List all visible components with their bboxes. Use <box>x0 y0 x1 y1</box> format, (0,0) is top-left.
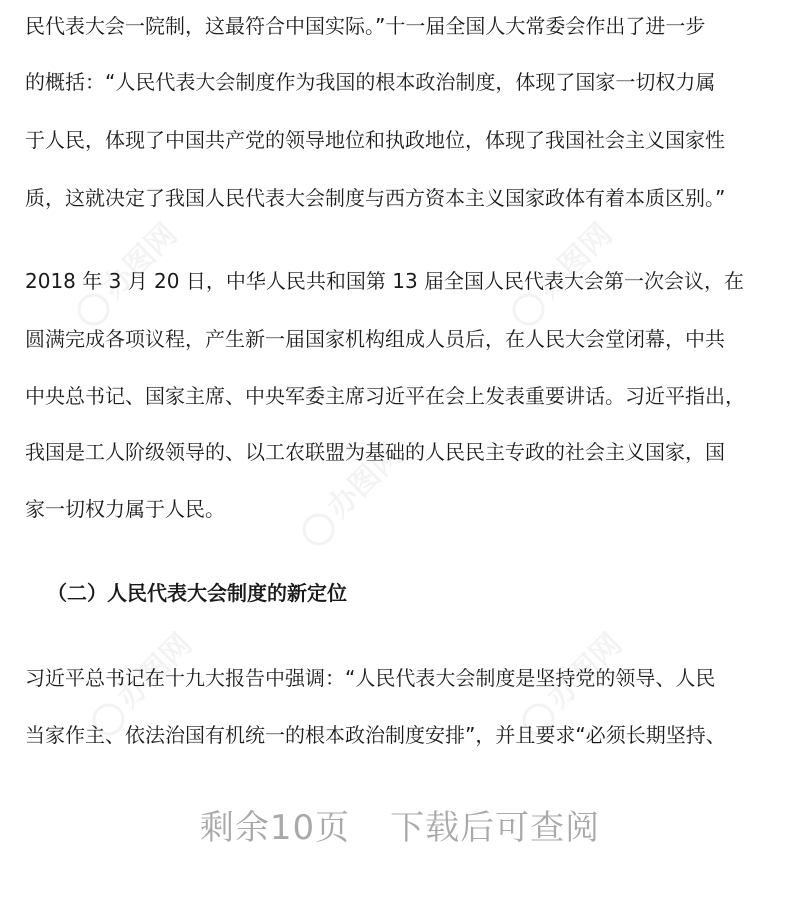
paragraph-2-line-5: 家一切权力属于人民。 <box>25 497 225 521</box>
paragraph-3-line-1: 习近平总书记在十九大报告中强调：“人民代表大会制度是坚持党的领导、人民 <box>25 666 716 690</box>
paragraph-1-line-1: 民代表大会一院制，这最符合中国实际。”十一届全国人大常委会作出了进一步 <box>25 14 706 38</box>
remaining-pages-banner[interactable] <box>0 806 800 850</box>
download-to-view-label: 下载后可查阅 <box>390 808 601 848</box>
paragraph-1-line-4: 质，这就决定了我国人民代表大会制度与西方资本主义国家政体有着本质区别。” <box>25 186 726 210</box>
paragraph-2-line-1: 2018 年 3 月 20 日，中华人民共和国第 13 届全国人民代表大会第一次会议，在 <box>25 269 745 293</box>
watermark-text: 办图网 <box>530 216 620 306</box>
watermark-text: 办图网 <box>95 216 185 306</box>
watermark-text: 办图网 <box>320 436 410 526</box>
watermark-text: 办图网 <box>540 626 630 716</box>
section-heading: （二）人民代表大会制度的新定位 <box>47 581 347 605</box>
watermark-text: 办图网 <box>110 626 200 716</box>
remaining-pages-label: 剩余10页 <box>199 808 351 848</box>
paragraph-2-line-2: 圆满完成各项议程，产生新一届国家机构组成人员后，在人民大会堂闭幕，中共 <box>25 327 725 351</box>
paragraph-1-line-2: 的概括：“人民代表大会制度作为我国的根本政治制度，体现了国家一切权力属 <box>25 70 716 94</box>
paragraph-1-line-3: 于人民，体现了中国共产党的领导地位和执政地位，体现了我国社会主义国家性 <box>25 128 725 152</box>
paragraph-3-line-2: 当家作主、依法治国有机统一的根本政治制度安排”，并且要求“必须长期坚持、 <box>25 723 726 747</box>
paragraph-2-line-4: 我国是工人阶级领导的、以工农联盟为基础的人民民主专政的社会主义国家，国 <box>25 440 725 464</box>
paragraph-2-line-3: 中央总书记、国家主席、中央军委主席习近平在会上发表重要讲话。习近平指出， <box>25 384 745 408</box>
